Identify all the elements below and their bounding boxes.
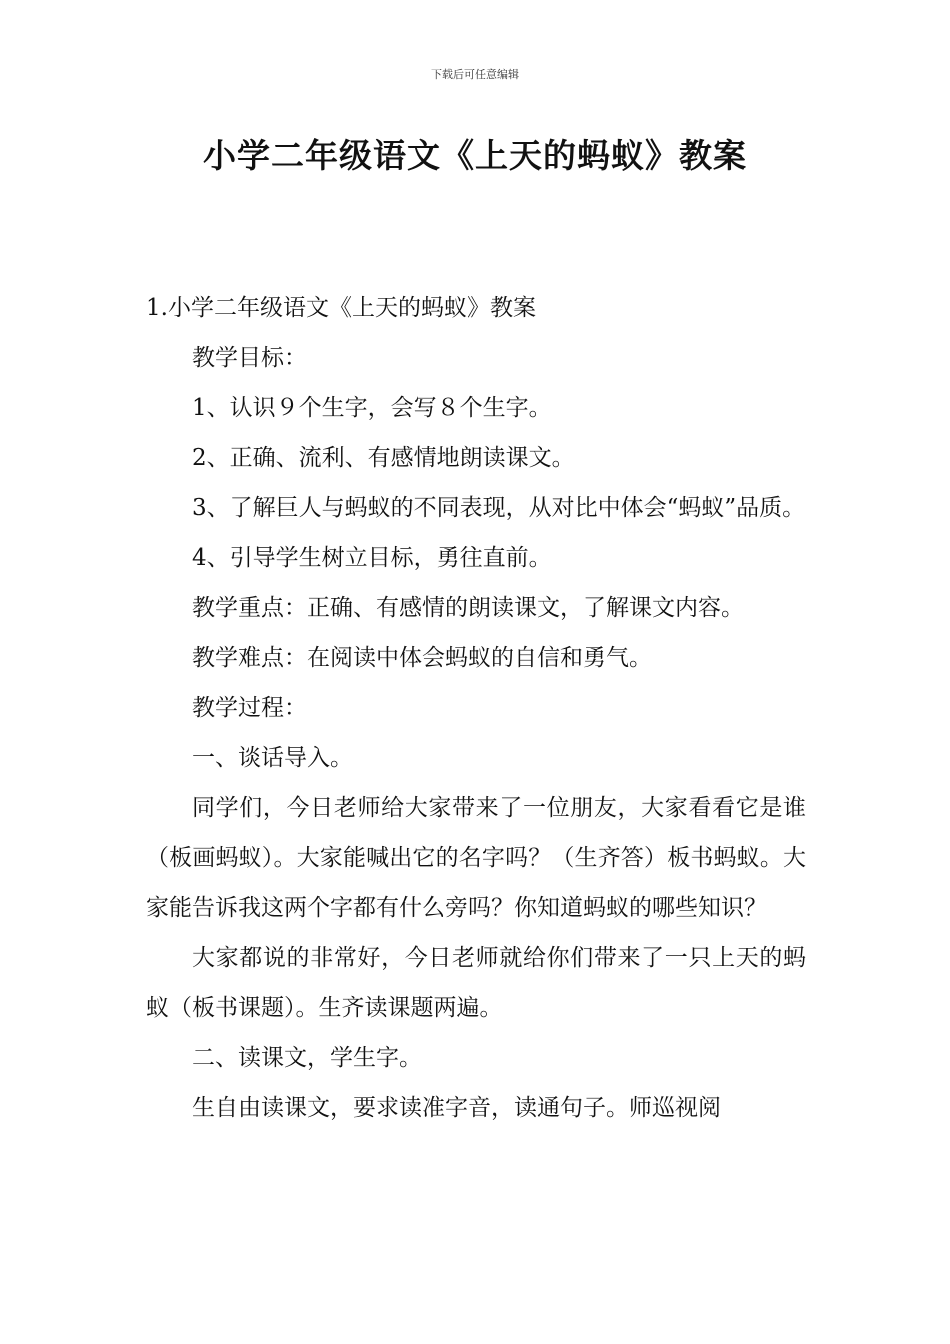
paragraph: 教学目标：	[192, 345, 307, 371]
paragraph: 大家都说的非常好，今日老师就给你们带来了一只上天的蚂蚁（板书课题）。生齐读课题两遍。	[146, 945, 806, 1021]
paragraph: 一、谈话导入。	[192, 745, 353, 771]
document-title: 小学二年级语文《上天的蚂蚁》教案	[203, 136, 747, 175]
section-heading: 1.小学二年级语文《上天的蚂蚁》教案	[146, 295, 536, 321]
paragraph: 教学重点：正确、有感情的朗读课文，了解课文内容。	[192, 595, 744, 621]
paragraph: 二、读课文，学生字。	[192, 1045, 422, 1071]
paragraph: 1、认识９个生字，会写８个生字。	[192, 395, 552, 421]
paragraph: 教学难点：在阅读中体会蚂蚁的自信和勇气。	[192, 645, 652, 671]
document-body	[146, 283, 806, 1133]
paragraph: 同学们，今日老师给大家带来了一位朋友，大家看看它是谁（板画蚂蚁）。大家能喊出它的名字吗？（生齐答）板书蚂蚁。大家能告诉我这两个字都有什么旁吗？你知道蚂蚁的哪些知识？	[146, 795, 806, 921]
paragraph: 生自由读课文，要求读准字音，读通句子。师巡视阅	[192, 1095, 721, 1121]
header-note: 下载后可任意编辑	[431, 68, 519, 81]
paragraph: 教学过程：	[192, 695, 307, 721]
paragraph: 2、正确、流利、有感情地朗读课文。	[192, 445, 575, 471]
paragraph: 3、了解巨人与蚂蚁的不同表现，从对比中体会“蚂蚁”品质。	[192, 495, 806, 521]
paragraph: 4、引导学生树立目标，勇往直前。	[192, 545, 552, 571]
